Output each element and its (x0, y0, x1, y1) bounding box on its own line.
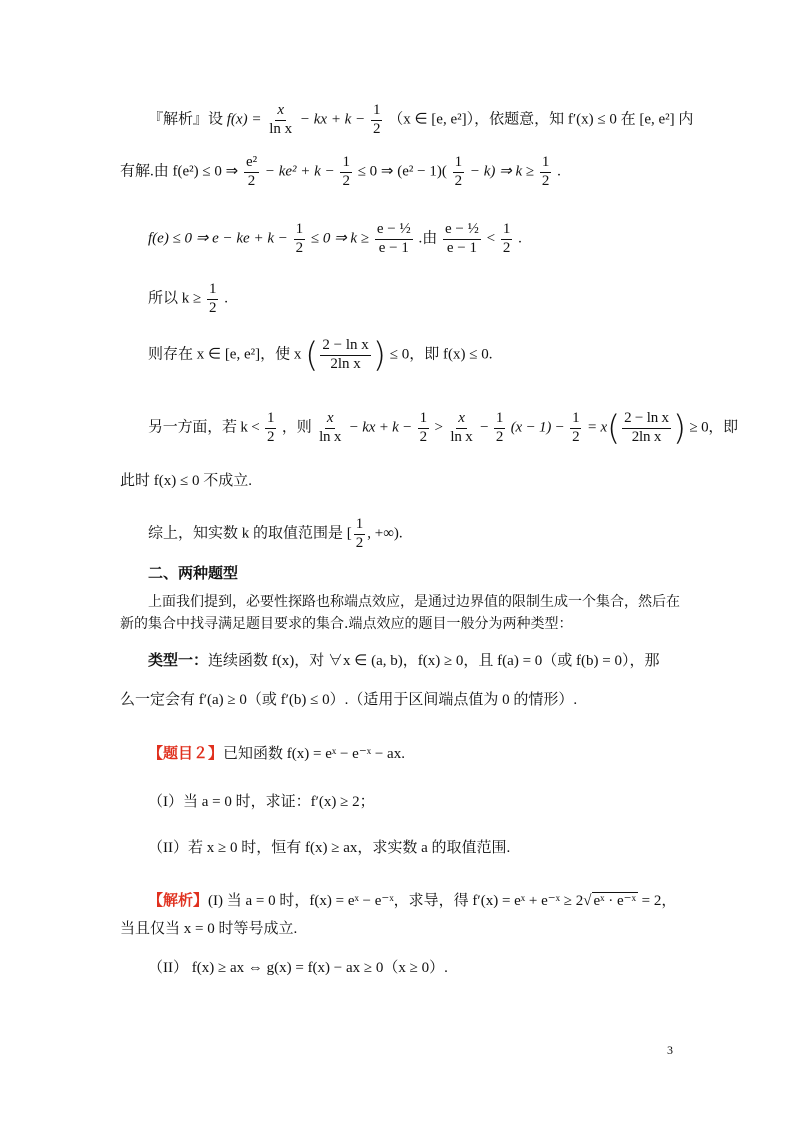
paragraph-line-2: 新的集合中找寻满足题目要求的集合.端点效应的题目一般分为两种类型： (120, 616, 573, 632)
fraction: $\frac{1}{2}$ (502, 221, 511, 256)
formula: − kx + k − (348, 419, 413, 436)
type-one-line-1: 类型一：连续函数 f(x)，对 ∀x ∈ (a, b)，f(x) ≥ 0，且 f(a) = 0（或 f(b) = 0），那 (148, 651, 660, 669)
solution-line-6 (148, 408, 738, 449)
text: . (224, 290, 228, 307)
solution-line-5 (148, 335, 493, 376)
text: . (518, 230, 522, 247)
left-paren: ( (606, 408, 621, 449)
formula: f(x) = (226, 111, 262, 128)
fraction: $\frac{1}{2}$ (454, 154, 463, 189)
formula: > (434, 419, 443, 436)
type-one-line-2: 么一定会有 f′(a) ≥ 0（或 f′(b) ≤ 0）.（适用于区间端点值为 0 的情形）. (120, 692, 578, 708)
fraction: $\frac{1}{2}$ (372, 102, 381, 137)
question-2-part-1: （I）当 a = 0 时，求证：f′(x) ≥ 2； (148, 794, 375, 810)
fraction: $\frac{\text{e²}}{2}$ (245, 154, 258, 189)
solution-line-7 (120, 474, 252, 489)
text: 此时 f(x) ≤ 0 不成立. (120, 473, 252, 489)
fraction: $\frac{x}{\text{ln x}}$ (319, 410, 342, 445)
text: 另一方面，若 k < (148, 419, 260, 436)
fraction: $\frac{1}{2}$ (208, 281, 217, 316)
fraction: $\frac{1}{2}$ (355, 516, 364, 551)
fraction: $\frac{\text{2 − ln x}}{\text{2ln x}}$ (322, 337, 369, 372)
text: 则存在 x ∈ [e, e²]，使 x (148, 346, 302, 363)
question-2: 【题目２】已知函数 f(x) = eˣ − e⁻ˣ − ax. (148, 744, 405, 762)
solution-line-1 (148, 103, 693, 138)
fraction: $\frac{\text{e − ½}}{e - 1}$ (376, 221, 411, 256)
formula: = x (587, 419, 607, 436)
solution-line-8 (148, 517, 403, 552)
solution-line-2 (120, 155, 561, 190)
sqrt-sign: √ (583, 893, 592, 909)
solution-2-line-2: 当且仅当 x = 0 时等号成立. (120, 921, 298, 937)
right-paren: ) (372, 335, 387, 376)
fraction: $\frac{1}{2}$ (295, 221, 304, 256)
text: ≤ 0，即 f(x) ≤ 0. (389, 346, 493, 363)
page-number: 3 (667, 1043, 673, 1057)
text: .由 (418, 230, 438, 247)
right-paren: ) (672, 408, 686, 449)
fraction: $\frac{x}{\text{ln x}}$ (450, 410, 473, 445)
text: （x ∈ [e, e²]），依题意，知 f′(x) ≤ 0 在 [e, e²] 内 (388, 111, 694, 128)
text: 综上，知实数 k 的取值范围是 [ (148, 525, 352, 542)
text: 所以 k ≥ (148, 290, 202, 307)
fraction: $\frac{1}{2}$ (267, 410, 275, 445)
section-heading: 二、两种题型 (148, 564, 239, 582)
question-2-part-2: （II）若 x ≥ 0 时，恒有 f(x) ≥ ax，求实数 a 的取值范围. (148, 840, 511, 856)
fraction: $\frac{\text{e − ½}}{e - 1}$ (444, 221, 479, 256)
fraction: $\frac{\text{2 − ln x}}{\text{2ln x}}$ (624, 410, 669, 445)
formula: f(e) ≤ 0 ⇒ e − ke + k − (148, 230, 288, 247)
paragraph-line-1: 上面我们提到，必要性探路也称端点效应，是通过边界值的限制生成一个集合，然后在 (148, 594, 680, 610)
fraction: $\frac{1}{2}$ (572, 410, 580, 445)
fraction: $\frac{1}{2}$ (495, 410, 504, 445)
fraction: $\frac{x}{\text{ln x}}$ (269, 102, 293, 137)
solution-2-line-3: （II） f(x) ≥ ax ⇔ g(x) = f(x) − ax ≥ 0（x ≥ 0）. (148, 960, 448, 976)
formula: − ke² + k − (264, 163, 335, 180)
formula: − kx + k − (299, 111, 366, 128)
text: ≥ 0，即 (689, 419, 738, 436)
formula: − k) ⇒ k ≥ (469, 163, 535, 180)
text: 『解析』设 (148, 111, 224, 128)
formula: ≤ 0 ⇒ k ≥ (310, 230, 370, 247)
solution-2-line-1: 【解析】(I) 当 a = 0 时，f(x) = eˣ − e⁻ˣ，求导，得 f′(x) = eˣ + e⁻ˣ ≥ 2√ eˣ · e⁻ˣ = 2， (148, 891, 677, 909)
formula: − (480, 419, 489, 436)
formula: (x − 1) − (510, 419, 565, 436)
left-paren: ( (305, 335, 319, 376)
solution-line-3 (148, 222, 522, 257)
text: ，则 (281, 419, 312, 436)
text: 有解.由 f(e²) ≤ 0 ⇒ (120, 163, 239, 180)
formula: < (486, 230, 496, 247)
fraction: $\frac{1}{2}$ (541, 154, 550, 189)
fraction: $\frac{1}{2}$ (419, 410, 427, 445)
fraction: $\frac{1}{2}$ (342, 154, 350, 189)
formula: ≤ 0 ⇒ (e² − 1)( (357, 163, 447, 180)
solution-line-4 (148, 282, 228, 317)
text: . (557, 163, 561, 180)
text: , +∞). (367, 525, 403, 542)
